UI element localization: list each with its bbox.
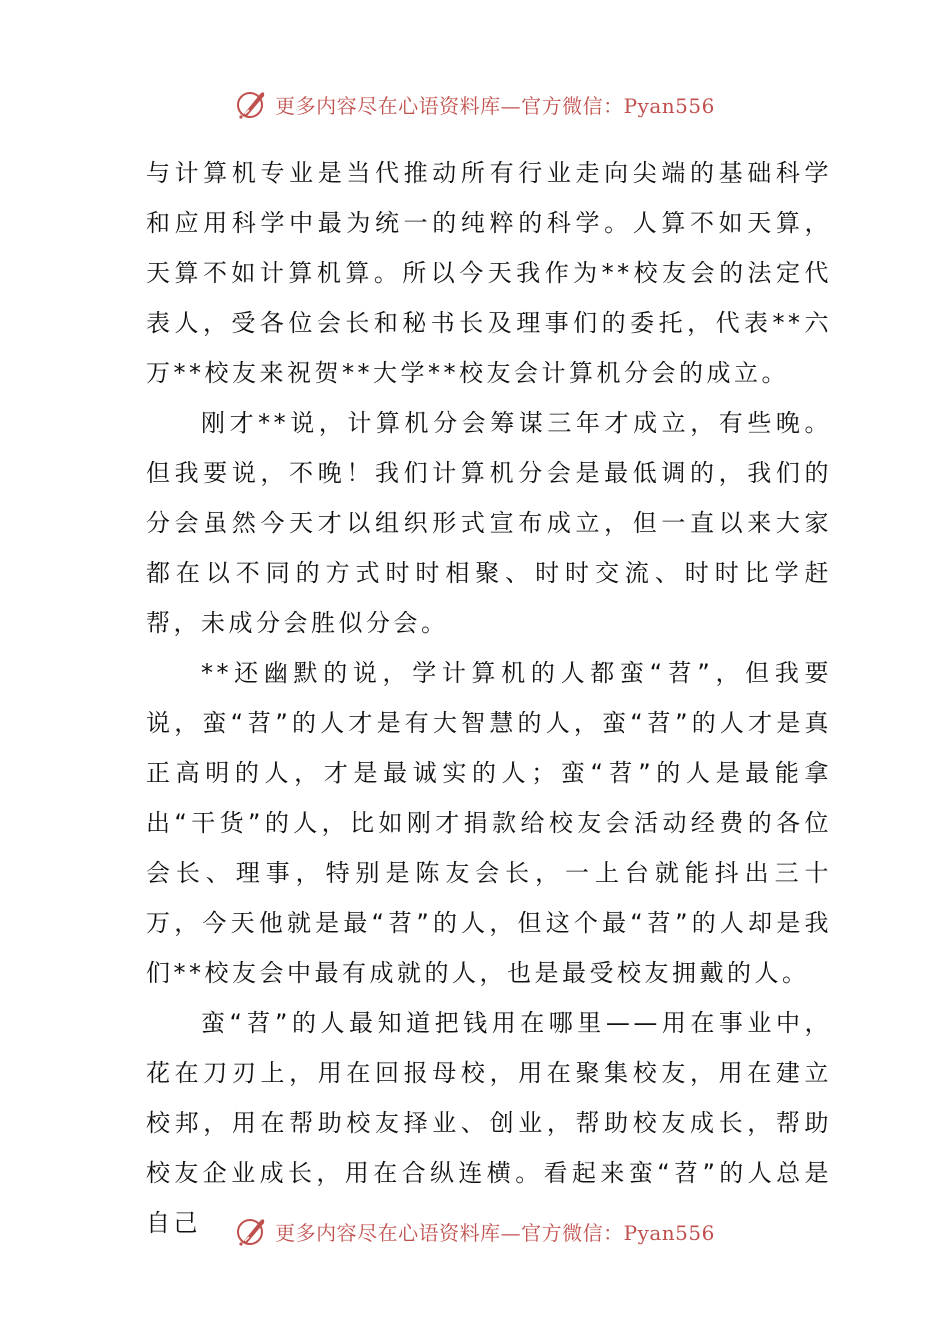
paragraph-4: 蛮“苕”的人最知道把钱用在哪里——用在事业中，花在刀刃上，用在回报母校，用在聚集校友，用在建立校邦，用在帮助校友择业、创业，帮助校友成长，帮助校友企业成长，用在合纵连横。看起来蛮“苕”的人总是自己 bbox=[146, 1009, 832, 1237]
header-banner bbox=[0, 84, 950, 124]
footer-banner bbox=[0, 1211, 950, 1251]
quill-pen-icon bbox=[235, 87, 269, 121]
header-banner-text: 更多内容尽在心语资料库—官方微信：Pyan556 bbox=[275, 93, 715, 118]
footer-banner-text: 更多内容尽在心语资料库—官方微信：Pyan556 bbox=[275, 1220, 715, 1245]
paragraph-2: 刚才**说，计算机分会筹谋三年才成立，有些晚。但我要说，不晚！我们计算机分会是最低调的，我们的分会虽然今天才以组织形式宣布成立，但一直以来大家都在以不同的方式时时相聚、时时交流、时时比学赶帮，未成分会胜似分会。 bbox=[146, 409, 832, 637]
quill-pen-icon bbox=[235, 1214, 269, 1248]
document-body bbox=[146, 148, 832, 1248]
paragraph-1: 与计算机专业是当代推动所有行业走向尖端的基础科学和应用科学中最为统一的纯粹的科学。人算不如天算，天算不如计算机算。所以今天我作为**校友会的法定代表人，受各位会长和秘书长及理事们的委托，代表**六万**校友来祝贺**大学**校友会计算机分会的成立。 bbox=[146, 159, 832, 387]
paragraph-3: **还幽默的说，学计算机的人都蛮“苕”，但我要说，蛮“苕”的人才是有大智慧的人，蛮“苕”的人才是真正高明的人，才是最诚实的人；蛮“苕”的人是最能拿出“干货”的人，比如刚才捐款给校友会活动经费的各位会长、理事，特别是陈友会长，一上台就能抖出三十万，今天他就是最“苕”的人，但这个最“苕”的人却是我们**校友会中最有成就的人，也是最受校友拥戴的人。 bbox=[146, 659, 832, 987]
